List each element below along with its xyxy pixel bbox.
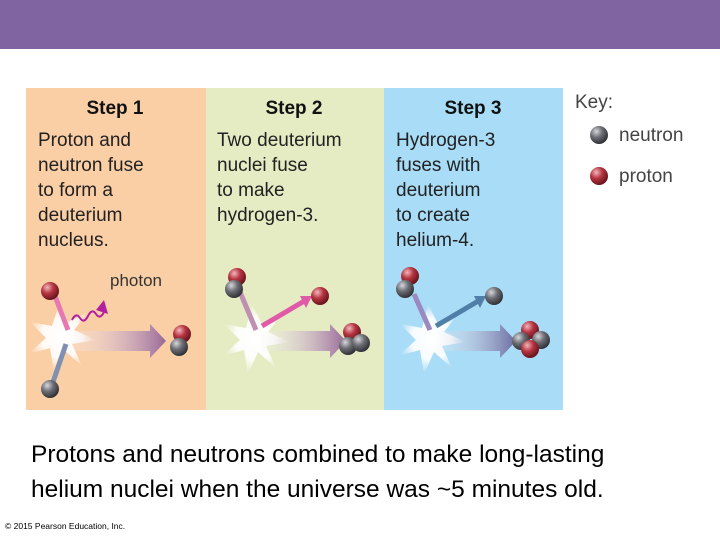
incoming-neutron-3 [396,280,414,298]
caption-line-2: helium nuclei when the universe was ~5 minutes old. [31,476,604,503]
step2-desc-line4: hydrogen-3. [217,205,319,226]
copyright-notice: © 2015 Pearson Education, Inc. [5,521,126,531]
step1-desc-line2: neutron fuse [38,155,144,176]
step1-title: Step 1 [86,98,144,119]
step1-desc-line4: deuterium [38,205,123,226]
step2-desc-line3: to make [217,180,285,201]
caption-line-1: Protons and neutrons combined to make long-lasting [31,441,605,468]
key-neutron-label: neutron [619,125,684,146]
step1-desc-line3: to form a [38,180,113,201]
proton-1 [41,282,59,300]
released-neutron-3 [485,287,503,305]
photon-label: photon [110,271,162,290]
step2-desc-line1: Two deuterium [217,130,342,151]
step2-title: Step 2 [265,98,323,119]
step2-desc-line2: nuclei fuse [217,155,308,176]
key-legend [575,92,683,187]
step1-desc-line5: nucleus. [38,230,109,251]
step3-desc-line2: fuses with [396,155,481,176]
step3-desc-line1: Hydrogen-3 [396,130,496,151]
step3-desc-line4: to create [396,205,470,226]
step3-desc-line5: helium-4. [396,230,475,251]
incoming-neutron-2 [225,280,243,298]
released-proton-2 [311,287,329,305]
h3-neutron-b-2 [352,334,370,352]
slide-caption [31,437,711,507]
key-proton-label: proton [619,166,673,187]
step1-desc-line1: Proton and [38,130,131,151]
deuterium-neutron-1 [170,338,188,356]
key-proton-icon [590,167,608,185]
he4-proton-b-3 [521,340,539,358]
step3-title: Step 3 [444,98,502,119]
key-neutron-icon [590,126,608,144]
key-title: Key: [575,92,614,113]
neutron-1 [41,380,59,398]
step3-desc-line3: deuterium [396,180,481,201]
